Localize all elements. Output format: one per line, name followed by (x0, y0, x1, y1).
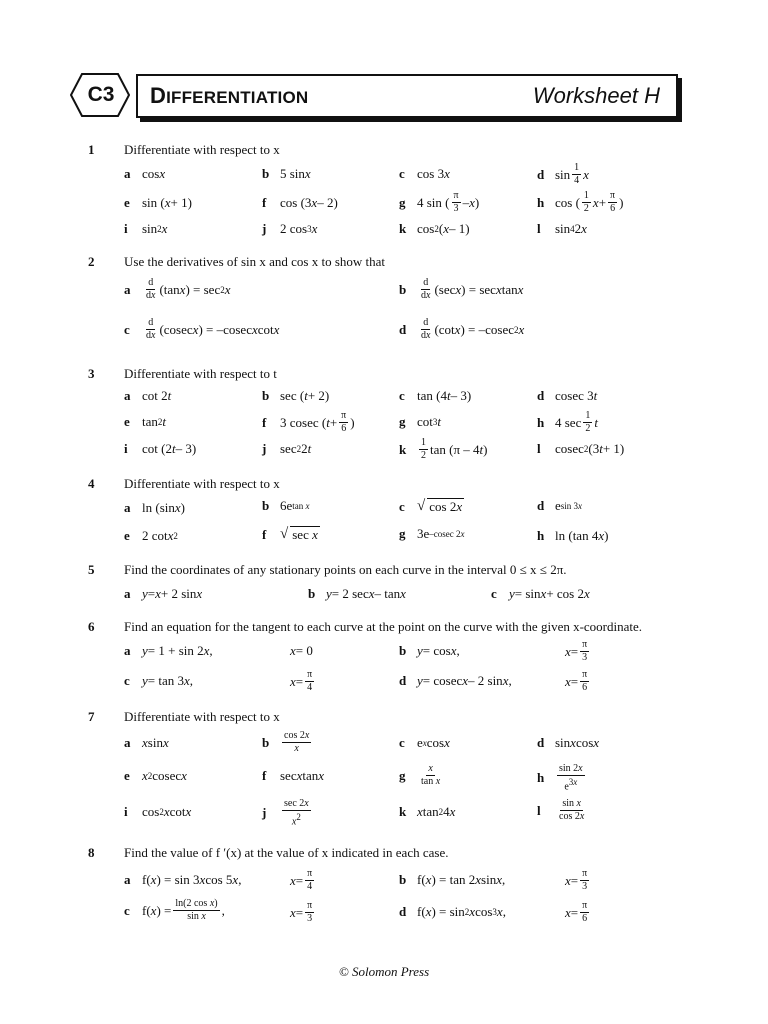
question-part: i cos 2 x cot x (124, 804, 192, 819)
question-part: b f( x ) = tan 2 x sin x , (399, 872, 506, 887)
question-part: x = $\frac{\pi}{3}$ (290, 900, 313, 924)
question-part: l cosec 2 (3 t + 1) (537, 441, 625, 456)
question-part: j 2 cos 3 x (262, 221, 318, 236)
question-number: 7 (88, 709, 95, 724)
question-part: e 2 cot x 2 (124, 528, 178, 543)
question-part: h cos ( $\frac{1}{2}$ x + $\frac{\pi}{6}$ ) (537, 190, 624, 214)
question-part: c √ cos 2x (399, 498, 463, 514)
question-part: k cos 2 ( x – 1) (399, 221, 470, 236)
worksheet-label: Worksheet H (532, 83, 660, 108)
question-part: f cos (3 x – 2) (262, 195, 338, 210)
question-part: b $\frac{\cos 2x}{x}$ (262, 730, 310, 754)
question-part: d $\frac{d}{dx}$ (cot x ) = –cosec 2 x (399, 317, 525, 341)
question-part: a ln (sin x ) (124, 500, 185, 515)
unit-code: C3 (87, 83, 115, 106)
question-part: h $\frac{\sin 2x}{e^{3x}}$ (537, 763, 583, 793)
question-part: i cot (2 t – 3) (124, 441, 197, 456)
question-part: b $\frac{d}{dx}$ (sec x ) = sec x tan x (399, 277, 524, 301)
question-part: x = $\frac{\pi}{6}$ (565, 669, 588, 693)
question-text: Differentiate with respect to x (124, 709, 280, 724)
question-part: a cos x (124, 166, 166, 181)
question-part: a cot 2 t (124, 388, 172, 403)
question-part: f 3 cosec ( t + $\frac{\pi}{6}$ ) (262, 410, 355, 434)
question-part: h ln (tan 4 x ) (537, 528, 609, 543)
question-text: Use the derivatives of sin x and cos x to show that (124, 254, 386, 269)
question-part: l sin 4 2 x (537, 221, 587, 236)
question-text: Differentiate with respect to x (124, 476, 280, 491)
question-part: a f( x ) = sin 3 x cos 5 x , (124, 872, 242, 887)
question-part: g 4 sin ( $\frac{\pi}{3}$ – x ) (399, 190, 480, 214)
page-title: DIFFERENTIATION (150, 83, 309, 108)
question-part: k x tan 2 4 x (399, 804, 456, 819)
question-number: 8 (88, 845, 95, 860)
question-part: x = $\frac{\pi}{3}$ (565, 639, 588, 663)
question-part: a y = x + 2 sin x (124, 586, 203, 601)
question-part: c cos 3 x (399, 166, 450, 181)
question-part: b 5 sin x (262, 166, 311, 181)
worksheet-header (70, 72, 680, 120)
question-number: 2 (88, 254, 95, 269)
question-part: j sec 2 2 t (262, 441, 312, 456)
question-part: x = $\frac{\pi}{6}$ (565, 900, 588, 924)
question-number: 4 (88, 476, 95, 491)
question-part: f √ sec x (262, 526, 318, 542)
footer-copyright: © Solomon Press (338, 964, 430, 979)
question-number: 6 (88, 619, 95, 634)
question-number: 5 (88, 562, 95, 577)
question-part: c $\frac{d}{dx}$ (cosec x ) = –cosec x cot x (124, 317, 280, 341)
question-text: Find the coordinates of any stationary points on each curve in the interval 0 ≤ x ≤ 2π. (124, 562, 567, 577)
question-part: d y = cosec x – 2 sin x , (399, 673, 512, 688)
question-part: d cosec 3 t (537, 388, 598, 403)
question-text: Find an equation for the tangent to each curve at the point on the curve with the given x-coordinate. (124, 619, 643, 634)
question-part: x = 0 (290, 643, 313, 658)
question-part: a y = 1 + sin 2 x , (124, 643, 213, 658)
question-part: x = $\frac{\pi}{3}$ (565, 868, 588, 892)
question-part: j $\frac{\sec 2x}{x^2}$ (262, 798, 309, 828)
question-part: b sec ( t + 2) (262, 388, 330, 403)
question-part: f sec x tan x (262, 768, 325, 783)
question-part: e tan 2 t (124, 414, 167, 429)
question-part: d sin $\frac{1}{4}$ x (537, 162, 589, 186)
question-text: Find the value of f ′(x) at the value of x indicated in each case. (124, 845, 449, 860)
question-part: l $\frac{\text{sin x}}{\cos 2x}$ (537, 798, 585, 822)
question-part: c tan (4 t – 3) (399, 388, 472, 403)
question-part: h 4 sec $\frac{1}{2}$ t (537, 410, 598, 434)
question-part: c y = tan 3 x , (124, 673, 194, 688)
question-part: c e x cos x (399, 735, 450, 750)
question-part: k $\frac{1}{2}$ tan (π – 4 t ) (399, 437, 488, 461)
title-box (136, 74, 678, 118)
question-part: x = $\frac{\pi}{4}$ (290, 669, 313, 693)
question-part: g cot 3 t (399, 414, 442, 429)
question-part: b 6e tan x (262, 498, 310, 513)
question-part: d sin x cos x (537, 735, 600, 750)
question-number: 1 (88, 142, 95, 157)
question-part: g $\frac{x}{\text{tan x}}$ (399, 763, 441, 787)
question-part: a x sin x (124, 735, 169, 750)
question-part: c f( x ) = $\frac{\text{ln(2 cos x)}}{\text{sin x}}$ , (124, 898, 225, 922)
question-part: x = $\frac{\pi}{4}$ (290, 868, 313, 892)
question-part: a $\frac{d}{dx}$ (tan x ) = sec 2 x (124, 277, 231, 301)
question-part: c y = sin x + cos 2 x (491, 586, 590, 601)
question-part: g 3e –cosec 2x (399, 526, 465, 541)
question-text: Differentiate with respect to t (124, 366, 277, 381)
question-part: b y = 2 sec x – tan x (308, 586, 406, 601)
question-part: i sin 2 x (124, 221, 168, 236)
question-part: e sin ( x + 1) (124, 195, 192, 210)
question-part: e x 2 cosec x (124, 768, 187, 783)
question-number: 3 (88, 366, 95, 381)
question-part: d e sin 3x (537, 498, 583, 513)
question-part: b y = cos x , (399, 643, 460, 658)
question-text: Differentiate with respect to x (124, 142, 280, 157)
question-part: d f( x ) = sin 2 x cos 3 x , (399, 904, 506, 919)
